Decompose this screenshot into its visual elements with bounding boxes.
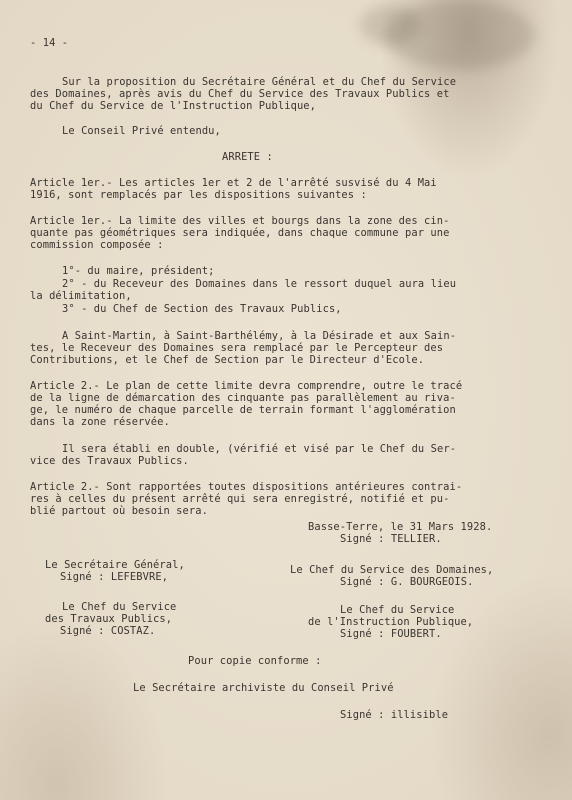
article2b-line: blié partout où besoin sera. <box>30 505 208 517</box>
signature-tp-title: des Travaux Publics, <box>45 613 173 625</box>
signed-illisible: Signé : illisible <box>340 709 449 721</box>
intro-line: des Domaines, après avis du Chef du Service des Travaux Publics et <box>30 88 450 100</box>
signature-sg-name: Signé : LEFEBVRE, <box>60 571 169 583</box>
member-line: 2° - du Receveur des Domaines dans le ressort duquel aura lieu <box>62 278 457 290</box>
double-line: Il sera établi en double, (vérifié et visé par le Chef du Ser- <box>62 443 457 455</box>
article1-text-line: Article 1er.- La limite des villes et bourgs dans la zone des cin- <box>30 215 450 227</box>
member-line: 1°- du maire, président; <box>62 265 215 277</box>
signature-tp-name: Signé : COSTAZ. <box>60 625 156 637</box>
signature-tp-title: Le Chef du Service <box>62 601 177 613</box>
council-line: Le Conseil Privé entendu, <box>62 125 221 137</box>
signed-tellier: Signé : TELLIER. <box>340 533 442 545</box>
member-line: 3° - du Chef de Section des Travaux Publics, <box>62 303 342 315</box>
signature-ip-title: de l'Instruction Publique, <box>308 616 474 628</box>
signature-sg-title: Le Secrétaire Général, <box>45 559 185 571</box>
page-number: - 14 - <box>30 37 69 49</box>
article1-line: Article 1er.- Les articles 1er et 2 de l'arrêté susvisé du 4 Mai <box>30 177 437 189</box>
saint-martin-line: Contributions, et le Chef de Section par le Directeur d'Ecole. <box>30 354 425 366</box>
copie-conforme: Pour copie conforme : <box>188 655 322 667</box>
archiviste-line: Le Secrétaire archiviste du Conseil Privé <box>133 682 394 694</box>
member-line: la délimitation, <box>30 290 132 302</box>
article2b-line: res à celles du présent arrêté qui sera enregistré, notifié et pu- <box>30 493 450 505</box>
article2-line: de la ligne de démarcation des cinquante pas parallèlement au riva- <box>30 392 456 404</box>
double-line: vice des Travaux Publics. <box>30 455 189 467</box>
signature-domaines-title: Le Chef du Service des Domaines, <box>290 564 494 576</box>
article2-line: ge, le numéro de chaque parcelle de terrain formant l'agglomération <box>30 404 456 416</box>
ink-stain <box>360 5 420 45</box>
article2b-line: Article 2.- Sont rapportées toutes dispositions antérieures contrai- <box>30 481 463 493</box>
article2-line: dans la zone réservée. <box>30 416 170 428</box>
signature-domaines-name: Signé : G. BOURGEOIS. <box>340 576 474 588</box>
saint-martin-line: tes, le Receveur des Domaines sera remplacé par le Percepteur des <box>30 342 444 354</box>
arrete-heading: ARRETE : <box>222 151 273 163</box>
signature-ip-name: Signé : FOUBERT. <box>340 628 442 640</box>
article1-line: 1916, sont remplacés par les dispositions suivantes : <box>30 189 367 201</box>
signature-ip-title: Le Chef du Service <box>340 604 455 616</box>
intro-line: Sur la proposition du Secrétaire Général et du Chef du Service <box>62 76 457 88</box>
place-date: Basse-Terre, le 31 Mars 1928. <box>308 521 493 533</box>
saint-martin-line: A Saint-Martin, à Saint-Barthélémy, à la Désirade et aux Sain- <box>62 330 457 342</box>
article2-line: Article 2.- Le plan de cette limite devra comprendre, outre le tracé <box>30 380 463 392</box>
intro-line: du Chef du Service de l'Instruction Publique, <box>30 100 317 112</box>
article1-text-line: commission composée : <box>30 239 164 251</box>
article1-text-line: quante pas géométriques sera indiquée, dans chaque commune par une <box>30 227 450 239</box>
